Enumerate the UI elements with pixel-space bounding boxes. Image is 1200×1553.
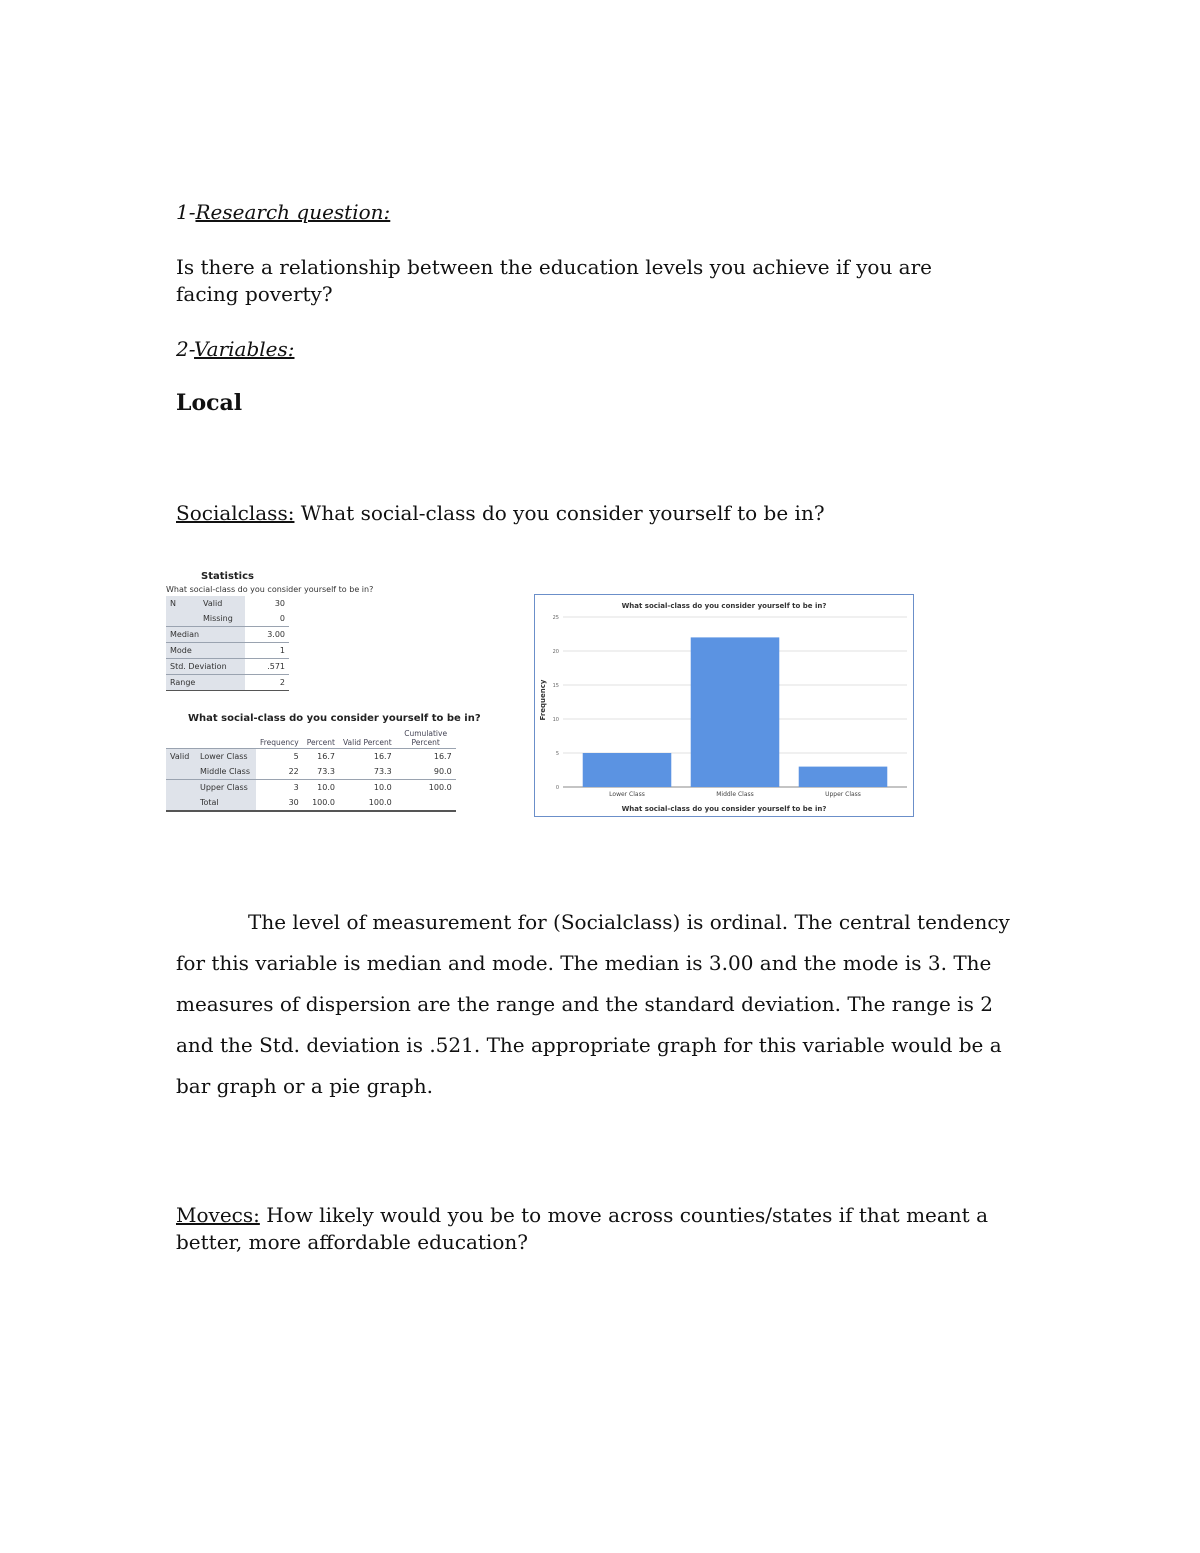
variable-name: Movecs: <box>176 1203 260 1227</box>
column-header: Percent <box>306 738 335 747</box>
cell-valid-percent: 10.0 <box>339 780 396 796</box>
column-header: Cumulative Percent <box>404 729 448 747</box>
cell-valid-percent: 73.3 <box>373 767 392 776</box>
row-value: .571 <box>245 659 289 675</box>
row-sublabel: Valid <box>199 596 245 611</box>
variables-heading <box>176 336 294 363</box>
table-row <box>166 643 289 659</box>
row-value: 1 <box>245 643 289 659</box>
section-title: Variables: <box>194 337 295 361</box>
statistics-table <box>166 571 406 691</box>
bar-lower-class <box>583 753 672 787</box>
table-row <box>166 749 456 765</box>
bar-middle-class <box>691 637 780 787</box>
research-question-text: Is there a relationship between the education levels you achieve if you are facing poverty? <box>176 255 933 306</box>
column-header: Valid Percent <box>342 738 392 747</box>
cell-frequency: 5 <box>256 749 303 765</box>
chart-x-axis-label: What social-class do you consider yourself to be in? <box>621 805 827 813</box>
cell-percent: 16.7 <box>303 749 339 765</box>
chart-y-axis-label: Frequency <box>539 679 547 721</box>
row-group: Valid <box>166 749 196 765</box>
table-row <box>166 611 289 627</box>
bar-chart-svg <box>535 595 913 816</box>
cell-cumulative-percent <box>396 795 456 811</box>
row-label: Median <box>166 627 245 643</box>
cell-valid-percent: 16.7 <box>339 749 396 765</box>
statistics-title: Statistics <box>201 571 254 582</box>
cell-valid-percent: 100.0 <box>339 795 396 811</box>
cell-frequency: 22 <box>288 767 299 776</box>
row-label: Range <box>166 675 245 691</box>
frequency-table <box>166 713 506 812</box>
research-question-heading <box>176 199 390 226</box>
movecs-question <box>176 1202 1016 1256</box>
table-row <box>166 627 289 643</box>
y-tick-label: 10 <box>552 717 559 723</box>
y-tick-label: 25 <box>552 615 559 621</box>
x-tick-label: Middle Class <box>716 791 754 798</box>
cell-cumulative-percent: 16.7 <box>396 749 456 765</box>
socialclass-analysis-paragraph: The level of measurement for (Socialclass) is ordinal. The central tendency for this variable is median and mode. The median is 3.00 and the mode is 3. The measures of dispersion are the range and the standard deviation. The range is 2 and the Std. deviation is .521. The appropriate graph for this variable would be a bar graph or a pie graph. <box>176 910 1010 1098</box>
section-number: 1- <box>176 200 196 224</box>
statistics-subtitle: What social-class do you consider yourself to be in? <box>166 585 374 594</box>
table-row <box>166 596 289 611</box>
row-value: 0 <box>245 611 289 627</box>
row-label: Upper Class <box>196 780 256 796</box>
cell-frequency: 30 <box>256 795 303 811</box>
cell-frequency: 3 <box>256 780 303 796</box>
row-value: 3.00 <box>245 627 289 643</box>
column-header: Frequency <box>260 738 299 747</box>
cell-cumulative-percent: 90.0 <box>433 767 452 776</box>
frequency-title: What social-class do you consider yourself to be in? <box>188 713 481 724</box>
y-tick-label: 0 <box>555 785 559 791</box>
y-tick-label: 15 <box>552 683 559 689</box>
x-tick-label: Lower Class <box>609 791 645 798</box>
frequency-grid <box>166 728 456 812</box>
row-label: Std. Deviation <box>166 659 245 675</box>
row-group <box>166 780 196 796</box>
y-tick-label: 5 <box>555 751 559 757</box>
bar-upper-class <box>799 767 888 787</box>
socialclass-question <box>176 500 825 527</box>
row-label: Mode <box>166 643 245 659</box>
section-title: Research question: <box>195 200 391 224</box>
row-label <box>166 611 199 627</box>
row-label: Total <box>196 795 256 811</box>
row-value: 30 <box>245 596 289 611</box>
group-label: Local <box>176 390 243 416</box>
bar-chart <box>534 594 914 817</box>
table-row <box>166 795 456 811</box>
variable-name: Socialclass: <box>176 501 295 525</box>
table-row <box>166 675 289 691</box>
statistics-grid <box>166 596 289 691</box>
x-tick-label: Upper Class <box>825 791 861 798</box>
cell-percent: 100.0 <box>303 795 339 811</box>
row-group <box>166 795 196 811</box>
row-group <box>166 764 196 780</box>
table-row <box>166 780 456 796</box>
y-tick-label: 20 <box>552 649 559 655</box>
chart-title: What social-class do you consider yourself to be in? <box>621 602 827 610</box>
row-value: 2 <box>245 675 289 691</box>
row-label: Lower Class <box>196 749 256 765</box>
cell-percent: 73.3 <box>317 767 335 776</box>
table-row <box>166 659 289 675</box>
variable-question: What social-class do you consider yourself to be in? <box>294 501 825 525</box>
cell-percent: 10.0 <box>303 780 339 796</box>
variable-question: How likely would you be to move across counties/states if that meant a better, more affordable education? <box>176 1203 989 1254</box>
table-header-row <box>166 728 456 749</box>
row-label: N <box>166 596 199 611</box>
row-sublabel: Missing <box>199 611 245 627</box>
table-row <box>166 764 456 780</box>
row-label: Middle Class <box>196 764 256 780</box>
section-number: 2- <box>176 337 195 361</box>
cell-cumulative-percent: 100.0 <box>396 780 456 796</box>
